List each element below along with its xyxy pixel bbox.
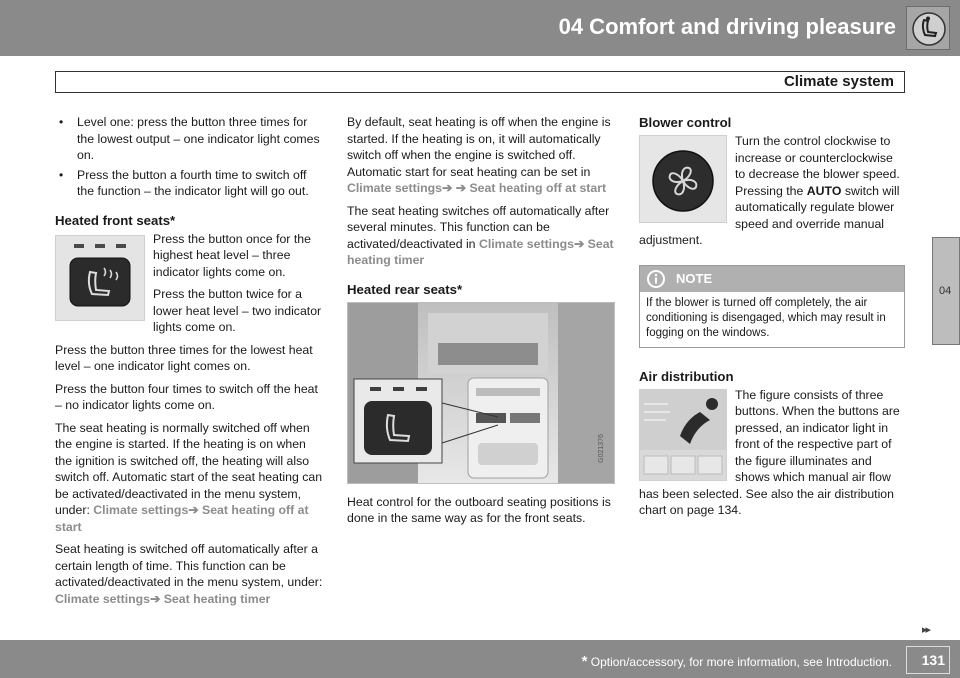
arrow-right-icon: ➔: [149, 591, 161, 606]
front-paragraph-4: Press the button four times to switch off the heat – no indicator lights come on.: [55, 381, 318, 412]
rear-seats-paragraph: Heat control for the outboard seating positions is done in the same way as for the front seats.: [347, 494, 611, 525]
front-paragraph-3: Press the button three times for the lowest heat level – one indicator light comes on.: [55, 342, 313, 373]
chapter-side-tab: [932, 237, 960, 345]
footer-star: *: [581, 653, 588, 670]
seat-icon: [911, 11, 947, 47]
menu-path-climate-settings: Climate settings: [55, 591, 150, 606]
continue-marker-icon: ▸▸: [922, 624, 930, 636]
menu-path-seat-heating-off-at-start: Seat heating off at start: [55, 503, 309, 534]
footer-note-text: Option/accessory, for more information, see Introduction.: [587, 655, 892, 669]
column-3: [639, 114, 905, 525]
footer-note: [582, 653, 892, 670]
column-2: [347, 114, 615, 533]
menu-path-climate-settings: Climate settings: [347, 181, 442, 195]
rear-seat-heating-photo: [347, 302, 615, 484]
default-seat-heating-text: By default, seat heating is off when the engine is started. If the heating is on, it will automatically switch off when the engine is switched off. Automatic start for seat heating can be set in: [347, 115, 611, 179]
fan-knob-illustration: [640, 136, 726, 222]
default-seat-heating-paragraph: [347, 114, 615, 197]
air-distribution-figure: [639, 389, 727, 481]
section-title-box: [55, 71, 905, 93]
auto-switch-off-paragraph: [347, 203, 615, 269]
page-header: [0, 0, 960, 56]
chapter-title: 04 Comfort and driving pleasure: [558, 14, 896, 39]
front-paragraph-1: Press the button once for the highest heat level – three indicator lights come on.: [153, 231, 311, 279]
page-footer: [0, 640, 960, 678]
page-number: 131: [921, 652, 945, 668]
front-paragraph-6-text: Seat heating is switched off automatically after a certain length of time. This function can be activated/deactivated in the menu system, under:: [55, 542, 323, 589]
front-paragraph-5: [55, 420, 323, 536]
arrow-right-icon: ➔: [188, 503, 199, 517]
menu-path-seat-heating-off-at-start: Seat heating off at start: [469, 181, 607, 195]
air-distribution-paragraph: The figure consists of three buttons. When the buttons are pressed, an indicator light in front of the respective part of the figure illuminates and shows which manual air flow has been selected. See also the air distribution chart on page 134.: [639, 387, 900, 517]
list-item: • Level one: press the button three times for the lowest output – one indicator light comes on.: [55, 114, 323, 164]
menu-path-climate-settings: Climate settings: [478, 236, 574, 251]
arrow-right-icon: ➔: [455, 181, 467, 195]
chapter-icon-box: [906, 6, 950, 50]
menu-path-climate-settings: Climate settings: [93, 503, 189, 517]
front-paragraph-6: [55, 541, 323, 607]
arrow-right-icon: ➔: [441, 181, 453, 195]
menu-path-seat-heating-timer: Seat heating timer: [347, 236, 614, 267]
side-tab-label: 04: [939, 285, 952, 297]
auto-label: AUTO: [806, 183, 842, 198]
section-title: Climate system: [783, 73, 894, 90]
front-paragraph-2: Press the button twice for a lower heat level – two indicator lights come on.: [153, 287, 322, 334]
front-seat-heat-button-figure: [55, 235, 145, 321]
bullet-list: [55, 114, 323, 200]
heated-rear-seats-heading: Heated rear seats*: [347, 281, 463, 297]
heated-front-seats-heading: Heated front seats*: [55, 212, 176, 228]
rear-console-illustration: [348, 303, 615, 484]
blower-control-figure: [639, 135, 727, 223]
blower-control-heading: Blower control: [639, 115, 732, 130]
note-title: NOTE: [676, 270, 713, 286]
arrow-right-icon: ➔: [573, 236, 585, 251]
list-item: • Press the button a fourth time to switch off the function – the indicator light will go out.: [55, 167, 323, 200]
menu-path-seat-heating-timer: Seat heating timer: [163, 591, 271, 606]
air-distribution-heading: Air distribution: [639, 368, 734, 384]
blower-text-after: switch will automatically regulate blower speed and override manual adjustment.: [639, 183, 900, 247]
column-1: [55, 114, 323, 613]
info-icon: [646, 269, 666, 289]
note-text: If the blower is turned off completely, the air conditioning is disengaged, which may result in fogging on the windows.: [646, 296, 886, 339]
note-header: [640, 266, 904, 292]
auto-switch-off-text: The seat heating switches off automatically after several minutes. This function can be activated/deactivated in: [347, 203, 610, 251]
front-paragraph-5-text: The seat heating is normally switched off when the engine is started. If the heating is on when the ignition is switched off, the heating will also switch off. Automatic start of the seat heating can be activated/deactivated in the menu system, under:: [55, 420, 323, 517]
note-box: [639, 265, 905, 348]
figure-code: G021376: [597, 433, 605, 463]
air-distribution-illustration: [640, 390, 726, 480]
seat-heating-button-illustration: [56, 236, 144, 320]
page-number-box: [906, 646, 950, 674]
blower-text-before: Turn the control clockwise to increase or counterclockwise to decrease the blower speed. Pressing the: [735, 134, 900, 198]
